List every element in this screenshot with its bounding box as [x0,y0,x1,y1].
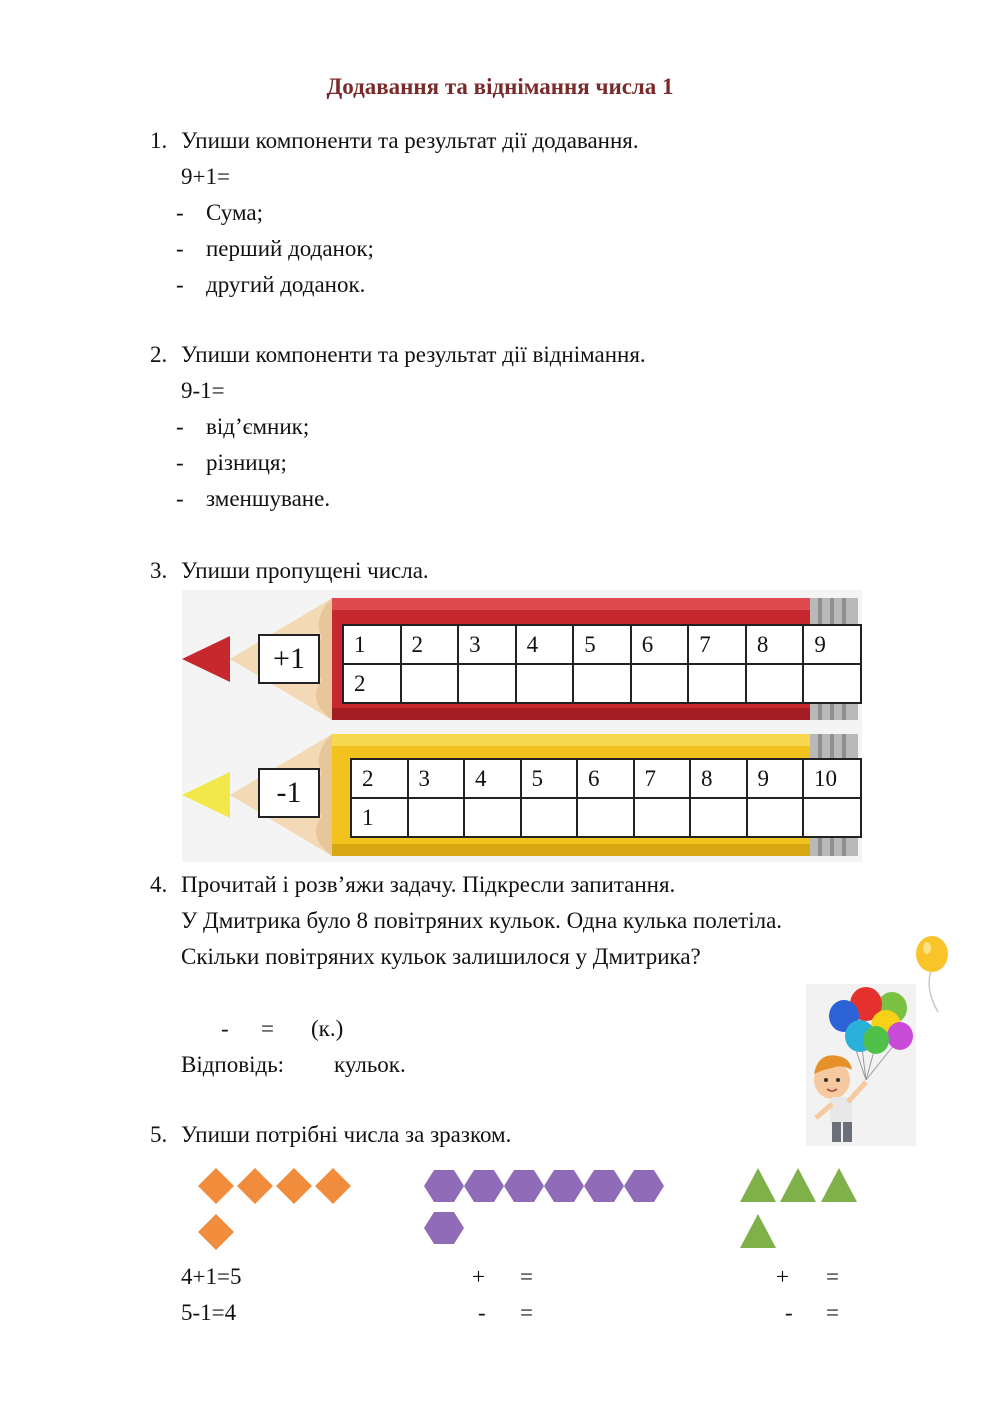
answer-cell[interactable] [516,664,574,703]
cell: 1 [343,625,401,664]
task2-item: зменшуване. [206,486,331,511]
triangle-group [740,1166,864,1252]
task1-dash: - [176,236,184,261]
triangle-equals-sign: = [826,1264,839,1289]
loose-balloon [916,936,948,972]
answer-cell[interactable] [746,664,804,703]
diamond-shape [198,1168,234,1204]
triangle-equals-sign: = [826,1300,839,1325]
cell: 3 [458,625,516,664]
answer-cell[interactable]: 2 [343,664,401,703]
task4-answer-unit: кульок. [334,1052,406,1077]
answer-cell[interactable] [634,798,691,837]
cell: 9 [803,625,861,664]
cell: 5 [521,759,578,798]
cell: 6 [577,759,634,798]
hexagon-plus-sign: + [472,1264,485,1289]
answer-cell[interactable] [408,798,465,837]
triangle-minus-sign: - [785,1300,793,1325]
pencils-illustration [182,590,862,862]
example-addition: 4+1=5 [181,1264,242,1289]
task3-heading: Упиши пропущені числа. [181,558,429,583]
task2-dash: - [176,450,184,475]
task1-dash: - [176,200,184,225]
task4-number: 4. [150,872,168,897]
task4-heading: Прочитай і розв’яжи задачу. Підкресли запитання. [181,872,676,897]
task2-item: різниця; [206,450,287,475]
plus-one-table [342,624,862,704]
plus-bottom-row [343,664,861,703]
hexagon-equals-sign: = [520,1264,533,1289]
example-subtraction: 5-1=4 [181,1300,237,1325]
answer-cell[interactable] [747,798,804,837]
diamond-shape [276,1168,312,1204]
answer-cell[interactable] [690,798,747,837]
cell: 8 [690,759,747,798]
task2-number: 2. [150,342,168,367]
task1-item: перший доданок; [206,236,374,261]
task1-dash: - [176,272,184,297]
answer-cell[interactable] [401,664,459,703]
triangle-shape [780,1168,816,1202]
task4-minus-sign: - [221,1016,229,1041]
task1-item: Сума; [206,200,263,225]
task5-heading: Упиши потрібні числа за зразком. [181,1122,512,1147]
task1-number: 1. [150,128,168,153]
task4-unit: (к.) [311,1016,344,1041]
diamond-shape [315,1168,351,1204]
minus-top-row [351,759,861,798]
hexagon-minus-sign: - [478,1300,486,1325]
task1-heading: Упиши компоненти та результат дії додавання. [181,128,639,153]
red-pencil-highlight [332,598,810,610]
task4-answer-label: Відповідь: [181,1052,285,1077]
answer-cell[interactable] [803,798,861,837]
answer-cell[interactable] [521,798,578,837]
task2-expression: 9-1= [181,378,225,403]
answer-cell[interactable] [458,664,516,703]
hexagon-group [424,1166,674,1250]
triangle-shape [740,1168,776,1202]
diamond-shape [237,1168,273,1204]
page-title: Додавання та віднімання числа 1 [326,74,674,99]
yellow-pencil-shadow [332,844,810,856]
cell: 7 [688,625,746,664]
cell: 2 [351,759,408,798]
hexagon-shape [424,1212,464,1244]
hexagon-shape [544,1170,584,1202]
task2-item: від’ємник; [206,414,310,439]
minus-one-operator: -1 [258,768,320,818]
plus-one-operator: +1 [258,634,320,684]
answer-cell[interactable] [464,798,521,837]
answer-cell[interactable] [688,664,746,703]
answer-cell[interactable] [803,664,861,703]
cell: 10 [803,759,861,798]
minus-one-table [350,758,862,838]
cell: 9 [747,759,804,798]
answer-cell[interactable] [573,664,631,703]
diamond-group [196,1166,360,1256]
answer-cell[interactable] [577,798,634,837]
task3-number: 3. [150,558,168,583]
yellow-pencil-highlight [332,734,810,746]
task4-problem-line1: У Дмитрика було 8 повітряних кульок. Одна кулька полетіла. [181,908,783,933]
minus-bottom-row [351,798,861,837]
hexagon-shape [464,1170,504,1202]
hexagon-equals-sign: = [520,1300,533,1325]
cell: 4 [464,759,521,798]
answer-cell[interactable] [631,664,689,703]
task1-item: другий доданок. [206,272,366,297]
cell: 4 [516,625,574,664]
hexagon-shape [504,1170,544,1202]
plus-top-row [343,625,861,664]
cell: 8 [746,625,804,664]
task4-equals-sign: = [261,1016,274,1041]
task2-heading: Упиши компоненти та результат дії віднімання. [181,342,646,367]
hexagon-shape [424,1170,464,1202]
triangle-shape [740,1214,776,1248]
triangle-plus-sign: + [776,1264,789,1289]
diamond-shape [198,1214,234,1250]
cell: 5 [573,625,631,664]
cell: 2 [401,625,459,664]
hexagon-shape [584,1170,624,1202]
triangle-shape [821,1168,857,1202]
task5-number: 5. [150,1122,168,1147]
task1-expression: 9+1= [181,164,230,189]
hexagon-shape [624,1170,664,1202]
task4-problem-question: Скільки повітряних кульок залишилося у Дмитрика? [181,944,701,969]
cell: 7 [634,759,691,798]
boy-with-balloons-illustration [800,932,965,1148]
task2-dash: - [176,414,184,439]
answer-cell[interactable]: 1 [351,798,408,837]
task2-dash: - [176,486,184,511]
red-pencil-shadow [332,708,810,720]
cell: 3 [408,759,465,798]
cell: 6 [631,625,689,664]
